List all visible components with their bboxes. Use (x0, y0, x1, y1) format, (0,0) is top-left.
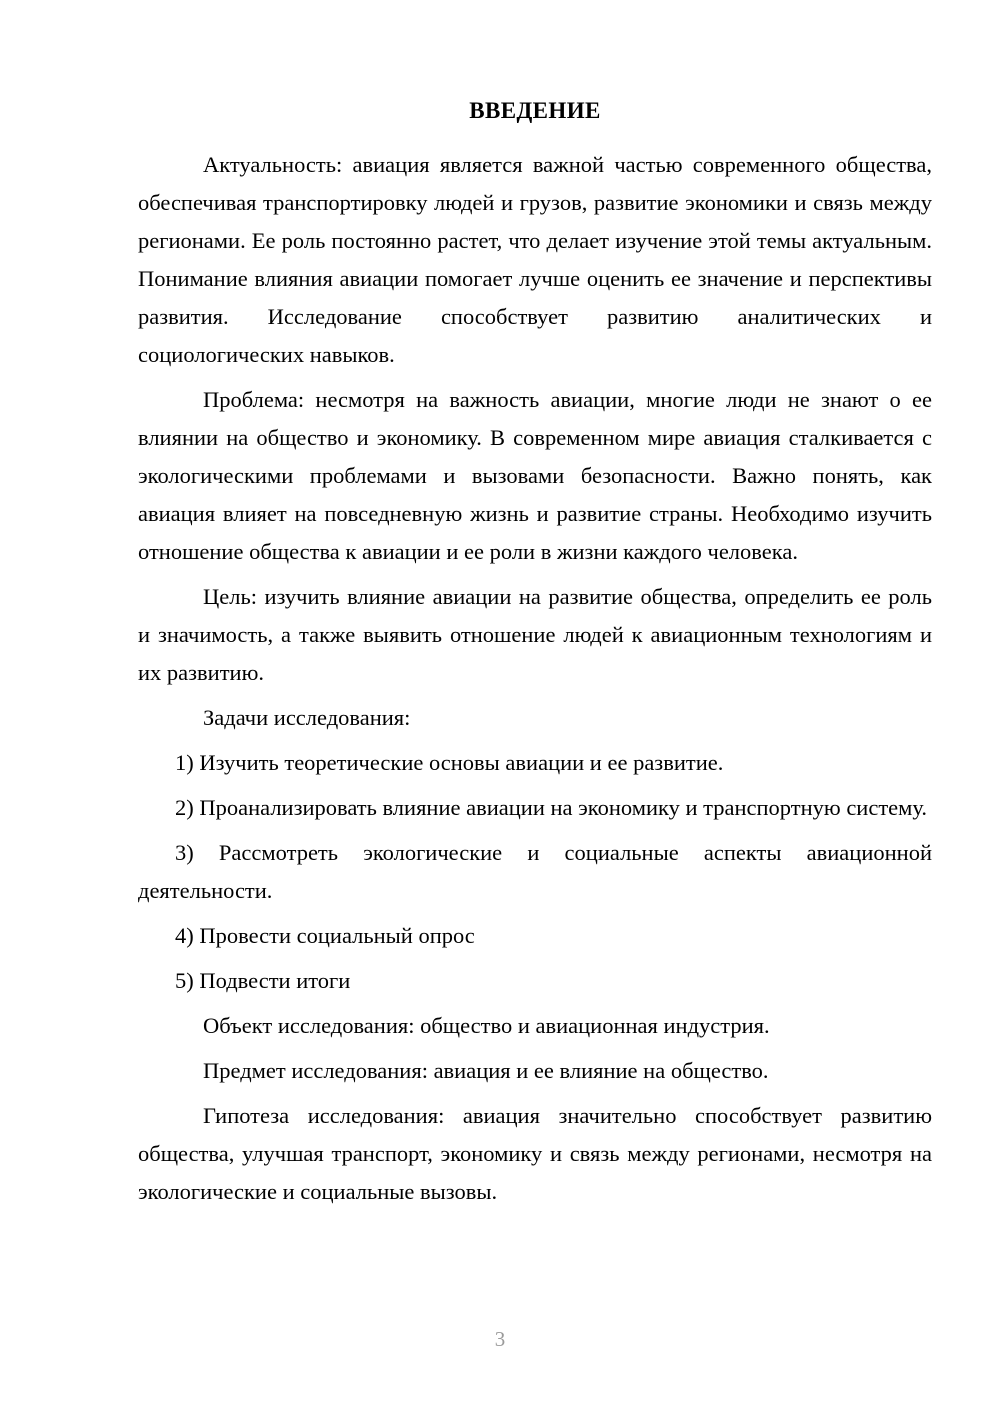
task-list-item: 3) Рассмотреть экологические и социальные аспекты авиационной деятельности. (138, 840, 932, 903)
paragraph-relevance: Актуальность: авиация является важной частью современного общества, обеспечивая транспортировку людей и грузов, развитие экономики и связь между регионами. Ее роль постоянно растет, что делает изучение этой темы актуальным. Понимание влияния авиации помогает лучше оценить ее значение и перспективы развития. Исследование способствует развитию аналитических и социологических навыков. (138, 152, 932, 367)
task-list-item: 5) Подвести итоги (175, 968, 351, 993)
paragraph-subject: Предмет исследования: авиация и ее влияние на общество. (203, 1058, 769, 1083)
tasks-heading: Задачи исследования: (203, 705, 411, 730)
document-text-column (138, 0, 932, 1211)
page-title: ВВЕДЕНИЕ (469, 98, 601, 123)
page-number: 3 (494, 1327, 506, 1351)
task-list-item: 4) Провести социальный опрос (175, 923, 475, 948)
paragraph-hypothesis: Гипотеза исследования: авиация значительно способствует развитию общества, улучшая транспорт, экономику и связь между регионами, несмотря на экологические и социальные вызовы. (138, 1103, 932, 1204)
paragraph-goal: Цель: изучить влияние авиации на развитие общества, определить ее роль и значимость, а также выявить отношение людей к авиационным технологиям и их развитию. (138, 584, 932, 685)
task-list-item: 2) Проанализировать влияние авиации на экономику и транспортную систему. (175, 795, 928, 820)
paragraph-problem: Проблема: несмотря на важность авиации, многие люди не знают о ее влиянии на общество и экономику. В современном мире авиация сталкивается с экологическими проблемами и вызовами безопасности. Важно понять, как авиация влияет на повседневную жизнь и развитие страны. Необходимо изучить отношение общества к авиации и ее роли в жизни каждого человека. (138, 387, 932, 564)
paragraph-object: Объект исследования: общество и авиационная индустрия. (203, 1013, 770, 1038)
task-list-item: 1) Изучить теоретические основы авиации и ее развитие. (175, 750, 724, 775)
